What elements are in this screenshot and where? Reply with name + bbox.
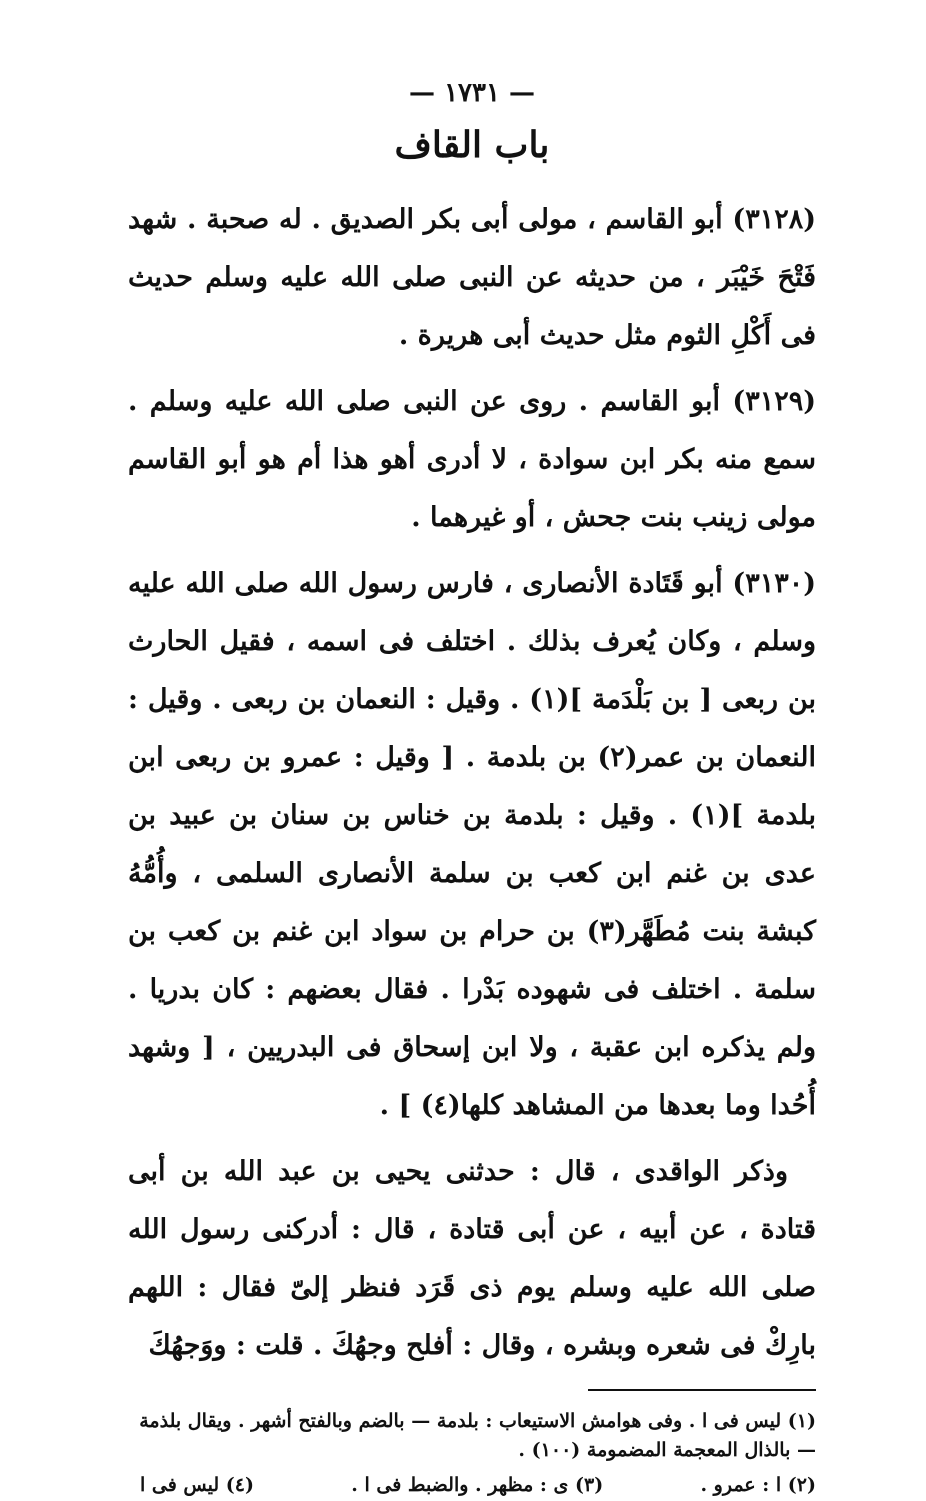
footnote-divider [588,1389,816,1391]
footnote-row [128,1469,816,1501]
footnote-3: (٣) ى : مظهر . والضبط فى ا . [351,1474,604,1497]
footnote-1: (١) ليس فى ا . وفى هوامش الاستيعاب : بلدمة — بالضم وبالفتح أشهر . ويقال بلذمة — بالذال المعجمة المضمومة (١٠٠) . [139,1410,816,1462]
entry-3128: (٣١٢٨) أبو القاسم ، مولى أبى بكر الصديق . له صحبة . شهد فَتْحَ خَيْبَر ، من حديثه عن النبى صلى الله عليه وسلم حديث فى أَكْلِ الثوم مثل حديث أبى هريرة . [128,204,816,352]
entry-3130: (٣١٣٠) أبو قَتَادة الأنصارى ، فارس رسول الله صلى الله عليه وسلم ، وكان يُعرف بذلك . اختلف فى اسمه ، فقيل الحارث بن ربعى [ بن بَلْدَمة ](١) . وقيل : النعمان بن ربعى . وقيل : النعمان بن عمر(٢) بن بلدمة . [ وقيل : عمرو بن ربعى ابن بلدمة ](١) . وقيل : بلدمة بن خناس بن سنان بن عبيد بن عدى بن غنم ابن كعب بن سلمة الأنصارى السلمى ، وأُمُّهُ كبشة بنت مُطَهَّر(٣) بن حرام بن سواد ابن غنم بن كعب بن سلمة . اختلف فى شهوده بَدْرا . فقال بعضهم : كان بدريا . ولم يذكره ابن عقبة ، ولا ابن إسحاق فى البدريين ، [ وشهد أُحُدا وما بعدها من المشاهد كلها(٤) ] . [128,568,817,1122]
waqidi-paragraph: وذكر الواقدى ، قال : حدثنى يحيى بن عبد الله بن أبى قتادة ، عن أبيه ، عن أبى قتادة ، قال : أدركنى رسول الله صلى الله عليه وسلم يوم ذى قَرَد فنظر إلىّ فقال : اللهم بارِكْ فى شعره وبشره ، وقال : أفلح وجهُكَ . قلت : ووَجهُكَ [128,1156,816,1362]
footnote-4: (٤) ليس فى ا [140,1474,254,1497]
footnote-2: (٢) ا : عمرو . [700,1474,816,1497]
page-number: — ١٧٣١ — [409,78,535,108]
chapter-title: باب القاف [394,124,550,166]
entry-3129: (٣١٢٩) أبو القاسم . روى عن النبى صلى الله عليه وسلم . سمع منه بكر ابن سوادة ، لا أدرى أهو هذا أم هو أبو القاسم مولى زينب بنت جحش ، أو غيرهما . [128,386,816,534]
